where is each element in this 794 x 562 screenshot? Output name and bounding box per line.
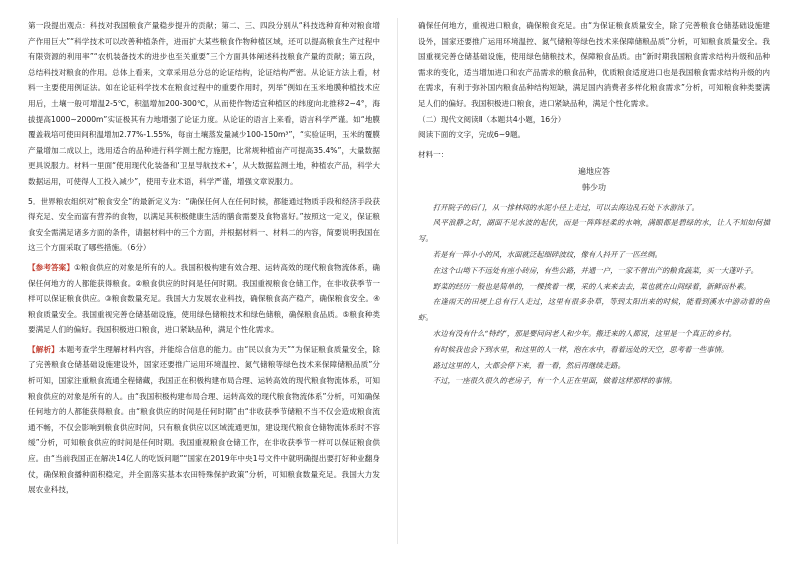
article-paragraph: 若是有一阵小小的风，水面就泛起细碎波纹，像有人抖开了一匹丝绸。 [432, 249, 662, 259]
article-title: 遍地应答 [578, 167, 610, 177]
analysis-block [28, 342, 380, 498]
article-paragraph: 有时候我也会下到水里，和这里的人一样，泡在水中，看着远处的天空，思考着一些事情。 [432, 344, 729, 354]
article-paragraph: 在逢雨天的田埂上总有行人走过，这里有很多杂草，等到太阳出来的时候，能看到溪水中游动着的鱼虾。 [418, 297, 770, 323]
article-paragraph: 风平浪静之时，湖面不见水波的起伏，而是一阵阵轻柔的水响，满眼都是碧绿的水，让人不知如何描写。 [418, 218, 770, 244]
material-label: 材料一： [418, 149, 449, 159]
left-column [28, 18, 380, 498]
analysis-tag: 【解析】 [28, 344, 59, 354]
question-5: 5．世界粮农组织对“粮食安全”的最新定义为：“确保任何人在任何时候，都能通过物质手段和经济手段获得充足、安全而富有营养的食物，以满足其积极健康生活的膳食需要及食物喜好。”按照这一定义，保证粮食安全需满足诸多方面的条件，请据材料中的三个方面，并根据材料一、材料二的内容，简要说明我国在这三个方面采取了哪些措施。（6分） [28, 196, 380, 253]
article-paragraph: 野菜的经历一般也是简单的，一棵挨着一棵，采的人来来去去，菜也就在山间绿着，新鲜而朴素。 [432, 281, 751, 291]
answer-text: ①粮食供应的对象是所有的人。我国积极构建有效合理、运转高效的现代粮食物流体系，确保任何地方的人都能获得粮食。②粮食供应的时间是任何时期。我国重视粮食仓储工作，在非收获季节一样可以保证粮食供应。③粮食数量充足。我国大力发展农业科技，确保粮食高产稳产，确保粮食安全。④粮食质量安全。我国重视完善仓储基础设施，使用绿色储粮技术和绿色储粮，确保粮食品质。⑤粮食种类要满足人们的偏好。我国积极进口粮食，进口紧缺品种，满足个性化需求。 [28, 262, 380, 335]
column-divider [397, 18, 398, 544]
section-heading: （二）现代文阅读Ⅱ（本题共4小题，16分） [418, 114, 566, 124]
analysis-text: 本题考查学生理解材料内容，并能综合信息的能力。由“民以食为天”“为保证粮食质量安全，除了完善粮食仓储基础设施建设外，国家还要推广运用环境温控、氮气储粮等绿色技术来保障储粮品质”分析可知，国家注重粮食流通全程储藏，我国正在积极构建布局合理、运转高效的现代粮食物流体系，可知粮食供应的对象是所有的人。由“我国积极构建布局合理、运转高效的现代粮食物流体系”分析，可知确保任何地方的人都能获得粮食。由“粮食供应的时间是任何时期”由“非收获季节储粮不当不仅会造成粮食流通不畅，不仅会影响到粮食供应时间，只有粮食供应以区域流通更加，建设现代粮食仓储物流体系时不容缓”分析，可知粮食供应的时间是任何时期。我国重视粮食仓储工作，在非收获季节一样可以保证粮食供应。由“当前我国正在解决14亿人的吃饭问题”“国家在2019年中央1号文件中就明确提出要打好种业翻身仗，确保粮食播种面积稳定，并全面落实基本农田特殊保护政策”分析，可知粮食数量充足。我国大力发展农业科技， [28, 344, 380, 495]
article-paragraph: 水边有没有什么“特约”，那是要问问老人和少年。搬迁来的人都说，这里是一个真正的乡村。 [432, 328, 736, 338]
article-paragraph: 在这个山坳下不远处有座小砖房，有些公路，并通一户，一家不曾出产的粮食蔬菜，买一大蓬叶子。 [432, 265, 758, 275]
article-paragraph: 打开院子的后门，从一排林间的水泥小径上走过，可以去海边乱石处下水游泳了。 [432, 202, 699, 212]
article-author: 韩少功 [582, 182, 606, 192]
article-paragraph: 不过，一座很久很久的老房子，有一个人正在里面，做着这样那样的事情。 [432, 376, 677, 386]
reference-answer [28, 260, 380, 338]
article-paragraph: 路过这里的人，大都会停下来，看一看，然后再继续走路。 [432, 360, 625, 370]
answer-tag: 【参考答案】 [28, 262, 75, 272]
instruction: 阅读下面的文字，完成6~9题。 [418, 130, 526, 140]
right-column [418, 18, 770, 389]
analysis-continued: 确保任何地方，重视进口粮食，确保粮食充足。由“为保证粮食质量安全，除了完善粮食仓储基础设施建设外，国家还要推广运用环境温控、氮气储粮等绿色技术来保障储粮品质”分析，可知粮食质量安全。我国重视完善仓储基础设施，使用绿色储粮技术，保障粮食品质。由“新时期我国粮食需求结构升级和品种需求的变化，适当增加进口和农产品需求的粮食品种，优质粮食适度进口也是我国粮食需求结构升级的内在需求，有利于弥补国内粮食品种结构短缺，满足国内消费者多样化粮食需求”分析，可知粮食种类要满足人们的偏好。我国积极进口粮食，进口紧缺品种，满足个性化需求。 [418, 21, 770, 108]
analysis-paragraph: 第一段提出观点：科技对我国粮食产量稳步提升的贡献；第二、三、四段分别从“科技选种育种对粮食增产作用巨大”“科学技术可以改善种植条件，进而扩大某些粮食作物种植区域，还可以提高粮食生产过程中有限资源的利用率”“农机装备技术的进步也至关重要”三个方面具体阐述科技粮食产量的贡献；第五段，总结科技对粮食的作用。总体上看来，文章采用总分总的论证结构，论证结构严密。从论证方法上看，材料一主要使用例证法。如在论证科学技术在粮食过程中的重要作用时，列举“例如在玉米地膜种植技术应用后，土壤一般可增温2-5℃，积温增加200-300℃，从而使作物适宜种植区的纬度向北推移2~4°，海拔提高1000~2000m”实证极其有力地增强了论证力度。从论证的语言上来看，语言科学严谨。如“地膜覆盖栽培可使田间积温增加2.77%-1.55%，每亩土壤蒸发量减少100-150m³”，“实验证明，玉米的覆膜产量增加二成以上，选用适合的品种进行科学测土配方施肥，比常规种植亩产可提高35.4%”，大量数据更具说服力。材料一里面“使用现代化装备和‘卫星导航技术+’，从大数据监测土地，种植农产品，科学大数据运用，可使得人工投入减少”，使用专业术语，科学严谨，增强文章说服力。 [28, 21, 380, 186]
